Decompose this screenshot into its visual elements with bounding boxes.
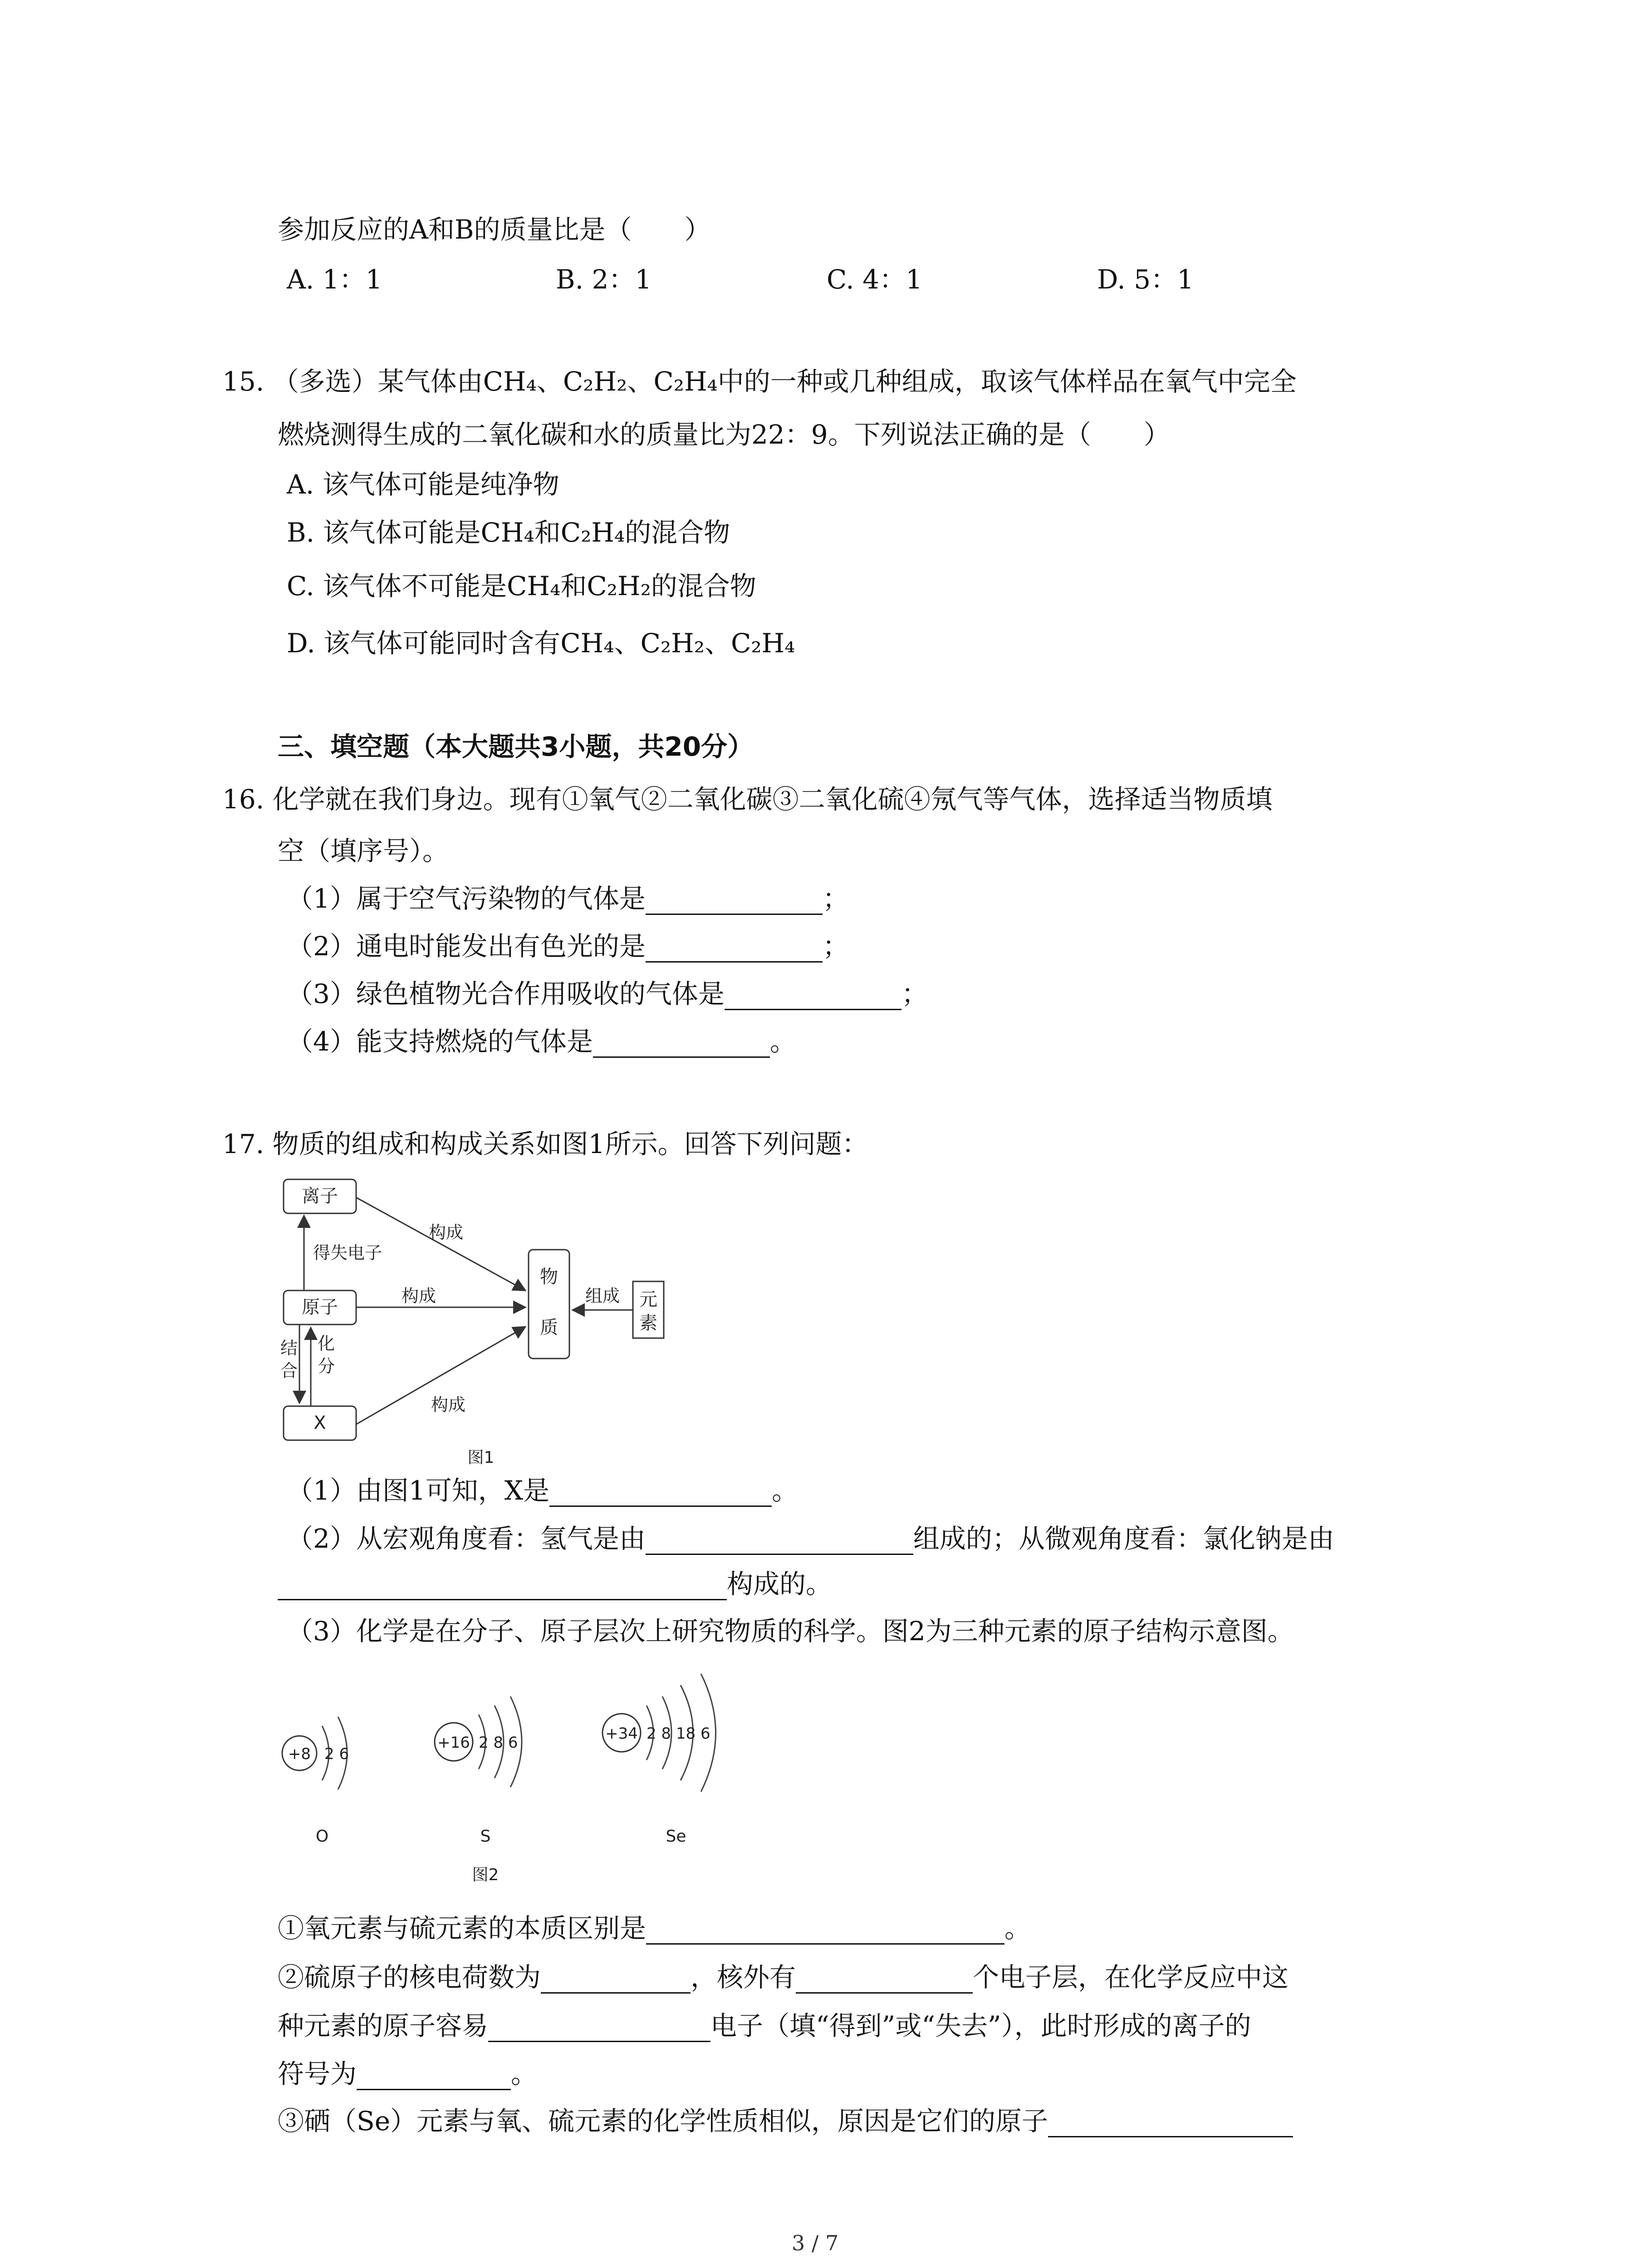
q17-part2-blank-2[interactable] [278,1573,727,1600]
figure-1-diagram [272,1170,681,1497]
fig2-atom-s-symbol: S [480,1827,491,1846]
q17-sub2-line2 [278,2009,1251,2042]
fig1-split-label-1: 化 [318,1334,335,1354]
fig2-atom-se-nucleus-label: +34 [605,1725,638,1743]
fig1-gain-lose-label: 得失电子 [313,1243,382,1263]
fig2-atom-s-shells: 2 8 6 [479,1734,518,1752]
fig1-atom-label: 原子 [302,1297,338,1318]
q16-item-2-end: ； [822,931,849,962]
q17-sub2-line1 [278,1961,1288,1994]
q17-stem: 17. 物质的组成和构成关系如图1所示。回答下列问题： [222,1129,868,1159]
section-title: 三、填空题（本大题共3小题，共20分） [278,731,754,762]
q16-item-4 [287,1025,796,1058]
q16-item-2-blank[interactable] [646,935,823,963]
q17-sub2-text-d: 种元素的原子容易 [278,2010,489,2041]
q16-item-2-text: （2）通电时能发出有色光的是 [287,931,646,962]
q17-part3: （3）化学是在分子、原子层次上研究物质的科学。图2为三种元素的原子结构示意图。 [287,1616,1294,1647]
q15-option-c: C. 该气体不可能是CH₄和C₂H₂的混合物 [287,571,756,601]
q17-part2-line1 [287,1522,1334,1555]
q17-sub2-text-a: ②硫原子的核电荷数为 [278,1962,541,1993]
q16-line2: 空（填序号）。 [278,836,449,866]
q16-item-1 [287,882,849,915]
q17-sub1-end: 。 [1004,1913,1031,1944]
fig1-element-label-1: 元 [639,1289,657,1310]
fig1-combine-label-1: 结 [280,1338,298,1358]
q17-sub1 [278,1912,1031,1945]
fig1-form-label: 组成 [585,1286,620,1306]
q16-item-1-blank[interactable] [646,887,823,915]
figure-2-atomic-structures [272,1674,771,1901]
fig1-substance-label-2: 质 [540,1317,558,1338]
q17-sub2-blank-4[interactable] [357,2063,511,2090]
q17-part2-text-a: （2）从宏观角度看：氢气是由 [287,1523,646,1554]
fig2-atom-o [282,1717,349,1846]
q17-sub2-blank-3[interactable] [488,2014,710,2042]
q16-item-2 [287,930,849,963]
q16-item-4-text: （4）能支持燃烧的气体是 [287,1026,593,1057]
fig2-atom-o-symbol: O [315,1827,329,1846]
fig2-atom-o-shells: 2 6 [324,1745,349,1763]
q17-part2-blank-1[interactable] [646,1527,913,1555]
fig2-atom-se-shells: 2 8 18 6 [647,1725,710,1743]
q17-sub2-blank-1[interactable] [541,1966,691,1994]
q15-option-a: A. 该气体可能是纯净物 [287,469,559,500]
fig1-substance-label-1: 物 [540,1266,558,1287]
q16-item-4-blank[interactable] [593,1030,770,1058]
q16-item-1-end: ； [822,883,849,914]
q17-part2-text-c: 构成的。 [727,1569,833,1599]
q15-option-b: B. 该气体可能是CH₄和C₂H₄的混合物 [287,517,730,548]
fig1-element-label-2: 素 [639,1313,657,1334]
q17-sub2-text-b: ，核外有 [691,1962,796,1993]
q16-item-1-text: （1）属于空气污染物的气体是 [287,883,646,914]
fig1-ion-label: 离子 [302,1186,338,1207]
q17-sub3 [278,2105,1293,2137]
q17-sub1-text: ①氧元素与硫元素的本质区别是 [278,1913,647,1944]
q15-option-d: D. 该气体可能同时含有CH₄、C₂H₂、C₂H₄ [287,628,795,659]
q17-sub2-blank-2[interactable] [796,1966,973,1994]
fig1-substance-box [529,1250,569,1359]
q16-item-3 [287,978,928,1010]
q17-part1 [287,1474,798,1507]
q17-sub2-text-c: 个电子层，在化学反应中这 [973,1962,1289,1993]
fig2-atom-s [435,1696,522,1846]
fig1-combine-label-2: 合 [280,1361,298,1381]
q14-stem: 参加反应的A和B的质量比是（ ） [278,214,711,245]
q17-sub3-text: ③硒（Se）元素与氧、硫元素的化学性质相似，原因是它们的原子 [278,2106,1048,2136]
q17-sub1-blank[interactable] [646,1917,1004,1945]
fig2-atom-s-nucleus-label: +16 [437,1734,470,1752]
q16-item-3-blank[interactable] [725,982,901,1010]
fig1-compose-label-x: 构成 [431,1395,466,1415]
q14-option-b: B. 2：1 [556,264,652,295]
q14-option-c: C. 4：1 [827,264,922,295]
q15-line1: 15. （多选）某气体由CH₄、C₂H₂、C₂H₄中的一种或几种组成，取该气体样品在氧气中完全 [222,366,1297,397]
q17-sub2-text-e: 电子（填“得到”或“失去”），此时形成的离子的 [710,2010,1251,2041]
q17-part1-text: （1）由图1可知，X是 [287,1475,550,1506]
fig2-atom-se-symbol: Se [666,1827,686,1846]
q17-sub2-text-f: 符号为 [278,2058,357,2089]
q14-option-a: A. 1：1 [287,264,382,295]
q15-line2: 燃烧测得生成的二氧化碳和水的质量比为22：9。下列说法正确的是（ ） [278,419,1170,450]
fig1-compose-label-ion: 构成 [429,1222,464,1242]
fig2-caption: 图2 [472,1866,499,1884]
fig1-split-label-2: 分 [318,1356,335,1376]
q17-sub2-line3 [278,2058,537,2090]
q14-option-d: D. 5：1 [1097,264,1194,295]
q17-part1-end: 。 [772,1475,798,1506]
q17-sub3-blank[interactable] [1048,2110,1293,2137]
page-number: 3 / 7 [792,2231,839,2255]
q17-sub2-end: 。 [511,2058,538,2089]
q16-line1: 16. 化学就在我们身边。现有①氧气②二氧化碳③二氧化硫④氖气等气体，选择适当物质填 [222,784,1273,815]
q17-part2-line2 [278,1568,832,1600]
fig1-compose-label-atom: 构成 [402,1286,436,1306]
q16-item-3-end: ； [901,978,928,1009]
fig2-atom-se [603,1674,716,1846]
q16-item-4-end: 。 [769,1026,796,1057]
q17-part2-text-b: 组成的；从微观角度看：氯化钠是由 [913,1523,1334,1554]
q16-item-3-text: （3）绿色植物光合作用吸收的气体是 [287,978,725,1009]
q17-part1-blank[interactable] [549,1479,772,1507]
fig1-caption: 图1 [467,1448,495,1467]
fig1-x-label: X [314,1413,326,1433]
fig2-atom-o-nucleus-label: +8 [288,1745,311,1763]
